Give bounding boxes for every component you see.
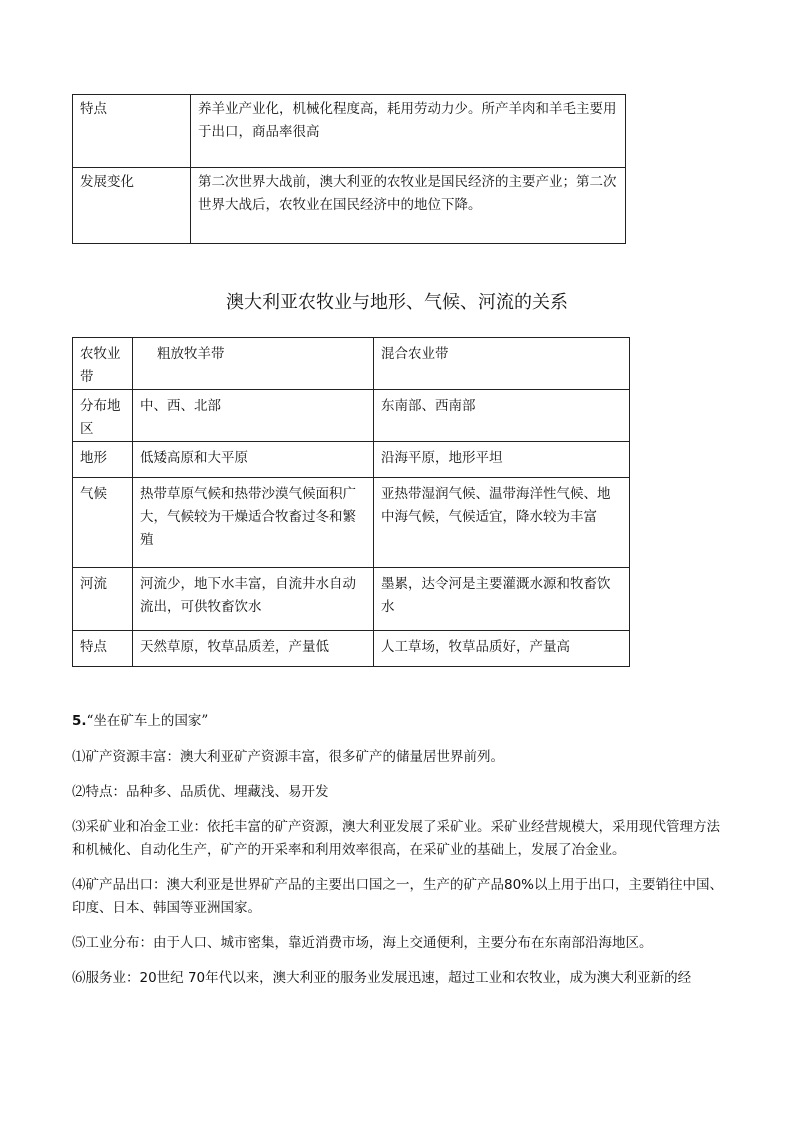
row-value: 养羊业产业化，机械化程度高，耗用劳动力少。所产羊肉和羊毛主要用于出口，商品率很高 [191,95,626,168]
table-row [73,95,626,168]
paragraph: ⑴矿产资源丰富：澳大利亚矿产资源丰富，很多矿产的储量居世界前列。 [72,749,504,765]
paragraph: ⑹服务业：20世纪 70年代以来，澳大利亚的服务业发展迅速，超过工业和农牧业，成为澳大利亚新的经 [72,970,692,986]
table-cell: 热带草原气候和热带沙漠气候面积广大，气候较为干燥适合牧畜过冬和繁殖 [133,478,374,568]
table-row [73,478,630,568]
section-number: 5. [72,713,87,729]
table-row [73,442,630,478]
header-cell: 粗放牧羊带 [133,338,374,390]
table-row [73,168,626,244]
paragraph: ⑶采矿业和冶金工业：依托丰富的矿产资源，澳大利亚发展了采矿业。采矿业经营规模大，采用现代管理方法和机械化、自动化生产，矿产的开采率和利用效率很高，在采矿业的基础上，发展了冶金业。 [72,819,720,858]
table-cell: 沿海平原，地形平坦 [374,442,630,478]
table-header-row [73,338,630,390]
table-cell: 低矮高原和大平原 [133,442,374,478]
row-value: 第二次世界大战前，澳大利亚的农牧业是国民经济的主要产业；第二次世界大战后，农牧业在国民经济中的地位下降。 [191,168,626,244]
header-cell: 农牧业带 [73,338,133,390]
section-heading [72,710,732,732]
table-cell: 河流少，地下水丰富，自流井水自动流出，可供牧畜饮水 [133,568,374,631]
table-row [73,568,630,631]
agriculture-relation-table [72,337,630,667]
table-cell: 气候 [73,478,133,568]
table-cell: 地形 [73,442,133,478]
table-cell: 特点 [73,631,133,667]
table-cell: 河流 [73,568,133,631]
table-cell: 东南部、西南部 [374,390,630,442]
table-cell: 分布地区 [73,390,133,442]
table-cell: 墨累，达令河是主要灌溉水源和牧畜饮水 [374,568,630,631]
paragraph: ⑷矿产品出口：澳大利亚是世界矿产品的主要出口国之一，生产的矿产品80%以上用于出口，主要销往中国、印度、日本、韩国等亚洲国家。 [72,877,724,916]
table-cell: 亚热带湿润气候、温带海洋性气候、地中海气候，气候适宜，降水较为丰富 [374,478,630,568]
table-cell: 天然草原，牧草品质差，产量低 [133,631,374,667]
sheep-industry-table [72,94,626,244]
row-label: 发展变化 [73,168,191,244]
table-row [73,631,630,667]
table-cell: 中、西、北部 [133,390,374,442]
section-title: “坐在矿车上的国家” [86,713,209,729]
table-cell: 人工草场，牧草品质好，产量高 [374,631,630,667]
section-5 [72,710,732,1002]
paragraph: ⑸工业分布：由于人口、城市密集，靠近消费市场，海上交通便利，主要分布在东南部沿海地区。 [72,935,653,951]
table-title: 澳大利亚农牧业与地形、气候、河流的关系 [226,292,568,313]
row-label: 特点 [73,95,191,168]
paragraph: ⑵特点：品种多、品质优、埋藏浅、易开发 [72,784,329,800]
table-row [73,390,630,442]
header-cell: 混合农业带 [374,338,630,390]
